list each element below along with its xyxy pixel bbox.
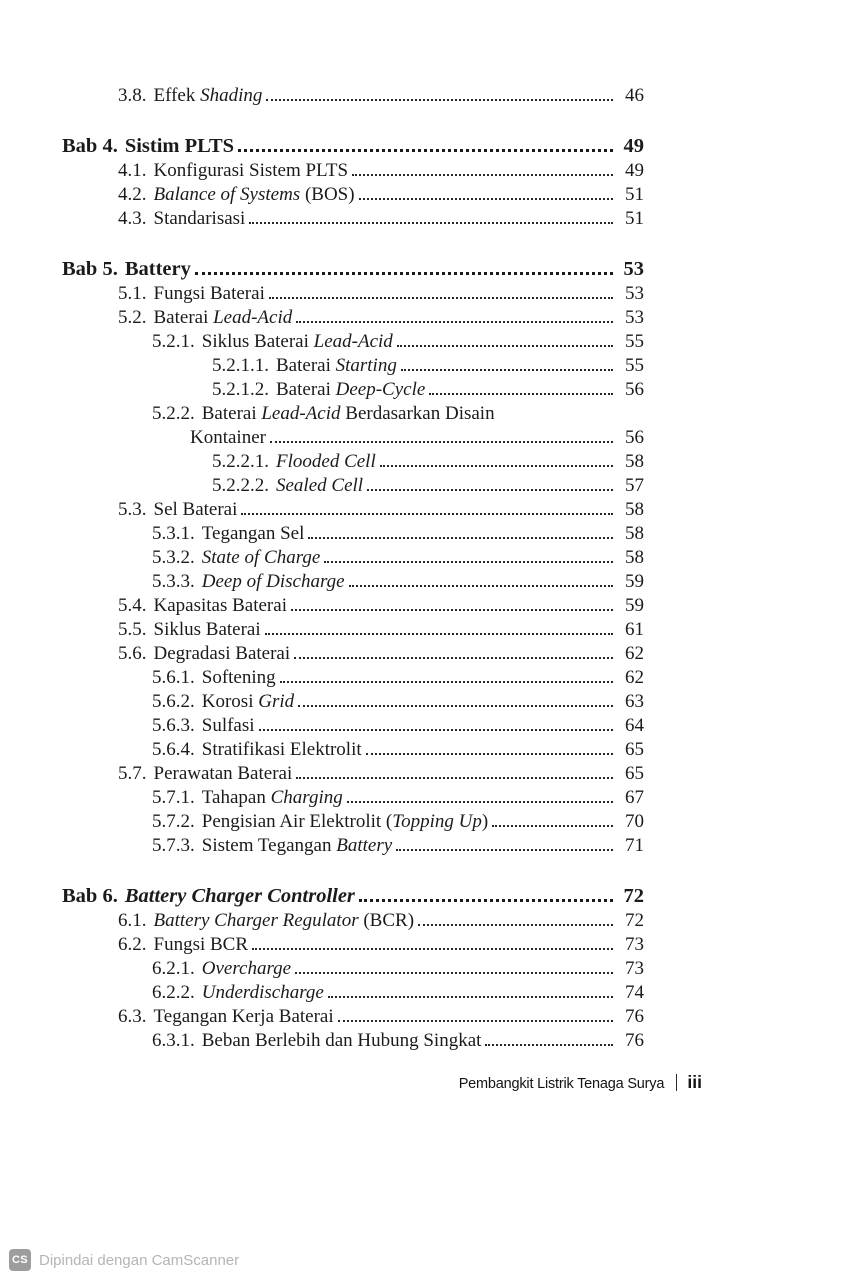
- toc-entry-number: 5.2.2.2.: [212, 475, 269, 496]
- toc-page-number: 63: [625, 691, 644, 712]
- toc-page-number: 76: [625, 1030, 644, 1051]
- toc-entry-number: 6.1.: [118, 910, 147, 931]
- dot-leader: [308, 537, 613, 539]
- toc-entry-number: 5.7.2.: [152, 811, 195, 832]
- toc-page-number: 57: [625, 475, 644, 496]
- footer-page-number: iii: [687, 1072, 702, 1092]
- toc-entry: [62, 981, 644, 1005]
- toc-entry-title: Balance of Systems (BOS): [153, 184, 355, 205]
- toc-entry-number: 5.3.2.: [152, 547, 195, 568]
- toc-entry-number: Bab 4.: [62, 135, 118, 157]
- toc-entry-title: Softening: [201, 667, 276, 688]
- toc-page-number: 73: [625, 958, 644, 979]
- toc-entry-title: Perawatan Baterai: [153, 763, 293, 784]
- toc-entry-title: Underdischarge: [201, 982, 324, 1003]
- camscanner-logo-icon: CS: [9, 1249, 31, 1271]
- toc-entry: [62, 690, 644, 714]
- dot-leader: [298, 705, 613, 707]
- toc-entry-number: 5.2.2.1.: [212, 451, 269, 472]
- dot-leader: [294, 657, 613, 659]
- toc-entry-number: 5.2.: [118, 307, 147, 328]
- toc-page-number: 58: [625, 523, 644, 544]
- toc-entry: [62, 618, 644, 642]
- toc-entry-title: Deep of Discharge: [201, 571, 345, 592]
- toc-entry-number: 6.3.: [118, 1006, 147, 1027]
- dot-leader: [359, 899, 613, 902]
- dot-leader: [418, 924, 613, 926]
- toc-entry-number: 5.7.: [118, 763, 147, 784]
- toc-page-number: 53: [623, 258, 644, 280]
- toc-entry-number: 6.3.1.: [152, 1030, 195, 1051]
- toc-list: [62, 84, 644, 1053]
- toc-entry-number: Bab 6.: [62, 885, 118, 907]
- toc-page-number: 56: [625, 379, 644, 400]
- dot-leader: [291, 609, 613, 611]
- dot-leader: [195, 272, 613, 275]
- toc-entry: [62, 909, 644, 933]
- toc-entry-title: Stratifikasi Elektrolit: [201, 739, 362, 760]
- toc-page-number: 49: [623, 135, 644, 157]
- toc-entry-number: 5.6.: [118, 643, 147, 664]
- dot-leader: [380, 465, 613, 467]
- toc-entry: [62, 522, 644, 546]
- footer-book-title: Pembangkit Listrik Tenaga Surya: [458, 1076, 665, 1092]
- toc-entry: [62, 714, 644, 738]
- toc-entry-title: Tegangan Kerja Baterai: [153, 1006, 334, 1027]
- toc-page-number: 65: [625, 763, 644, 784]
- dot-leader: [492, 825, 613, 827]
- footer-divider: [676, 1074, 677, 1091]
- dot-leader: [367, 489, 613, 491]
- toc-entry: [62, 762, 644, 786]
- toc-entry-title: Overcharge: [201, 958, 292, 979]
- toc-page-number: 56: [625, 427, 644, 448]
- toc-entry: [62, 1005, 644, 1029]
- toc-entry-title: Tegangan Sel: [201, 523, 305, 544]
- toc-entry-number: 5.6.4.: [152, 739, 195, 760]
- toc-entry: [62, 256, 644, 282]
- dot-leader: [295, 972, 613, 974]
- toc-entry: [62, 354, 644, 378]
- toc-entry: [62, 378, 644, 402]
- toc-entry-title: Baterai Deep-Cycle: [276, 379, 426, 400]
- dot-leader: [324, 561, 613, 563]
- toc-entry: [62, 498, 644, 522]
- toc-entry: [62, 426, 644, 450]
- toc-page-number: 72: [623, 885, 644, 907]
- toc-entry-number: 4.1.: [118, 160, 147, 181]
- dot-leader: [338, 1020, 613, 1022]
- toc-entry-title: Baterai Lead-Acid: [153, 307, 293, 328]
- toc-page-number: 53: [625, 283, 644, 304]
- toc-entry: [62, 330, 644, 354]
- dot-leader: [366, 753, 613, 755]
- toc-entry-number: Bab 5.: [62, 258, 118, 280]
- toc-entry-number: 5.7.3.: [152, 835, 195, 856]
- toc-entry-title: Battery Charger Controller: [124, 885, 355, 907]
- dot-leader: [485, 1044, 613, 1046]
- dot-leader: [270, 441, 613, 443]
- toc-entry-title: Fungsi Baterai: [153, 283, 265, 304]
- toc-entry-number: 5.2.1.1.: [212, 355, 269, 376]
- toc-entry-title: Kapasitas Baterai: [153, 595, 287, 616]
- toc-entry-title: Flooded Cell: [276, 451, 376, 472]
- toc-entry-title: Siklus Baterai: [153, 619, 261, 640]
- toc-entry-title: State of Charge: [201, 547, 321, 568]
- toc-entry: [62, 786, 644, 810]
- toc-entry-title: Sistim PLTS: [124, 135, 235, 157]
- toc-entry-title: Korosi Grid: [201, 691, 295, 712]
- toc-entry-title: Fungsi BCR: [153, 934, 249, 955]
- dot-leader: [296, 321, 613, 323]
- dot-leader: [238, 149, 613, 152]
- toc-entry-title: Sealed Cell: [276, 475, 364, 496]
- dot-leader: [252, 948, 613, 950]
- toc-entry-number: 5.1.: [118, 283, 147, 304]
- toc-page-number: 58: [625, 547, 644, 568]
- dot-leader: [249, 222, 613, 224]
- toc-page-number: 55: [625, 331, 644, 352]
- toc-page-number: 64: [625, 715, 644, 736]
- toc-page-number: 59: [625, 571, 644, 592]
- dot-leader: [265, 633, 613, 635]
- toc-entry-number: 5.6.3.: [152, 715, 195, 736]
- toc-entry-number: 5.6.1.: [152, 667, 195, 688]
- toc-entry: [62, 183, 644, 207]
- toc-page-number: 55: [625, 355, 644, 376]
- camscanner-watermark: [9, 1249, 239, 1271]
- toc-page-number: 72: [625, 910, 644, 931]
- dot-leader: [352, 174, 613, 176]
- toc-entry: [62, 594, 644, 618]
- toc-entry-number: 5.5.: [118, 619, 147, 640]
- toc-entry-number: 6.2.1.: [152, 958, 195, 979]
- toc-entry: [62, 666, 644, 690]
- toc-page-number: 74: [625, 982, 644, 1003]
- toc-entry-number: 5.7.1.: [152, 787, 195, 808]
- toc-page-number: 51: [625, 184, 644, 205]
- toc-entry: [62, 159, 644, 183]
- toc-page-number: 71: [625, 835, 644, 856]
- dot-leader: [401, 369, 613, 371]
- toc-entry: [62, 207, 644, 231]
- toc-page-number: 62: [625, 643, 644, 664]
- toc-entry: [62, 450, 644, 474]
- toc-entry: [62, 306, 644, 330]
- toc-entry-number: 5.3.1.: [152, 523, 195, 544]
- toc-page-number: 53: [625, 307, 644, 328]
- toc-page-number: 70: [625, 811, 644, 832]
- toc-entry: [62, 546, 644, 570]
- dot-leader: [259, 729, 613, 731]
- toc-entry: [62, 810, 644, 834]
- toc-entry: [62, 133, 644, 159]
- toc-entry: [62, 474, 644, 498]
- dot-leader: [328, 996, 613, 998]
- toc-entry-number: 5.3.3.: [152, 571, 195, 592]
- toc-entry-title: Effek Shading: [153, 85, 263, 106]
- toc-page-number: 51: [625, 208, 644, 229]
- toc-entry-title: Baterai Starting: [276, 355, 397, 376]
- dot-leader: [396, 849, 613, 851]
- toc-entry-number: 5.6.2.: [152, 691, 195, 712]
- toc-entry-title: Sistem Tegangan Battery: [201, 835, 393, 856]
- toc-entry-title: Pengisian Air Elektrolit (Topping Up): [201, 811, 489, 832]
- toc-entry: [62, 642, 644, 666]
- toc-entry: [62, 570, 644, 594]
- toc-entry-title: Beban Berlebih dan Hubung Singkat: [201, 1030, 482, 1051]
- toc-entry-number: 6.2.: [118, 934, 147, 955]
- toc-entry-number: 5.2.1.2.: [212, 379, 269, 400]
- dot-leader: [349, 585, 613, 587]
- toc-page-number: 58: [625, 451, 644, 472]
- toc-entry: [62, 957, 644, 981]
- toc-entry-title: Siklus Baterai Lead-Acid: [201, 331, 393, 352]
- toc-entry-title: Baterai Lead-Acid Berdasarkan Disain: [201, 403, 495, 424]
- toc-entry-number: 6.2.2.: [152, 982, 195, 1003]
- dot-leader: [280, 681, 613, 683]
- toc-entry-title: Konfigurasi Sistem PLTS: [153, 160, 349, 181]
- dot-leader: [359, 198, 613, 200]
- toc-entry: [62, 84, 644, 108]
- toc-entry-number: 5.4.: [118, 595, 147, 616]
- toc-entry: [62, 402, 644, 426]
- toc-page-number: 65: [625, 739, 644, 760]
- dot-leader: [269, 297, 613, 299]
- toc-page-number: 73: [625, 934, 644, 955]
- toc-entry: [62, 738, 644, 762]
- dot-leader: [266, 99, 613, 101]
- dot-leader: [429, 393, 613, 395]
- toc-entry-number: 5.2.1.: [152, 331, 195, 352]
- toc-entry: [62, 883, 644, 909]
- toc-page-number: 59: [625, 595, 644, 616]
- toc-entry: [62, 1029, 644, 1053]
- toc-entry: [62, 933, 644, 957]
- toc-entry-title: Sel Baterai: [153, 499, 238, 520]
- dot-leader: [397, 345, 613, 347]
- toc-entry-title: Standarisasi: [153, 208, 246, 229]
- dot-leader: [296, 777, 613, 779]
- toc-entry-title: Battery Charger Regulator (BCR): [153, 910, 415, 931]
- toc-entry: [62, 282, 644, 306]
- toc-page-number: 76: [625, 1006, 644, 1027]
- toc-page-number: 67: [625, 787, 644, 808]
- toc-page-number: 62: [625, 667, 644, 688]
- toc-entry-title: Sulfasi: [201, 715, 255, 736]
- toc-entry-title: Tahapan Charging: [201, 787, 343, 808]
- toc-entry-title: Degradasi Baterai: [153, 643, 291, 664]
- toc-entry-number: 5.3.: [118, 499, 147, 520]
- toc-entry-number: 3.8.: [118, 85, 147, 106]
- toc-entry-number: 5.2.2.: [152, 403, 195, 424]
- dot-leader: [347, 801, 613, 803]
- toc-entry-number: 4.3.: [118, 208, 147, 229]
- toc-entry-title: Kontainer: [190, 427, 266, 448]
- page-footer: [62, 1072, 702, 1093]
- toc-entry: [62, 834, 644, 858]
- camscanner-text: Dipindai dengan CamScanner: [39, 1251, 240, 1269]
- toc-entry-number: 4.2.: [118, 184, 147, 205]
- dot-leader: [241, 513, 613, 515]
- toc-page-number: 49: [625, 160, 644, 181]
- toc-page-number: 58: [625, 499, 644, 520]
- toc-page-number: 61: [625, 619, 644, 640]
- toc-entry-title: Battery: [124, 258, 191, 280]
- toc-page-number: 46: [625, 85, 644, 106]
